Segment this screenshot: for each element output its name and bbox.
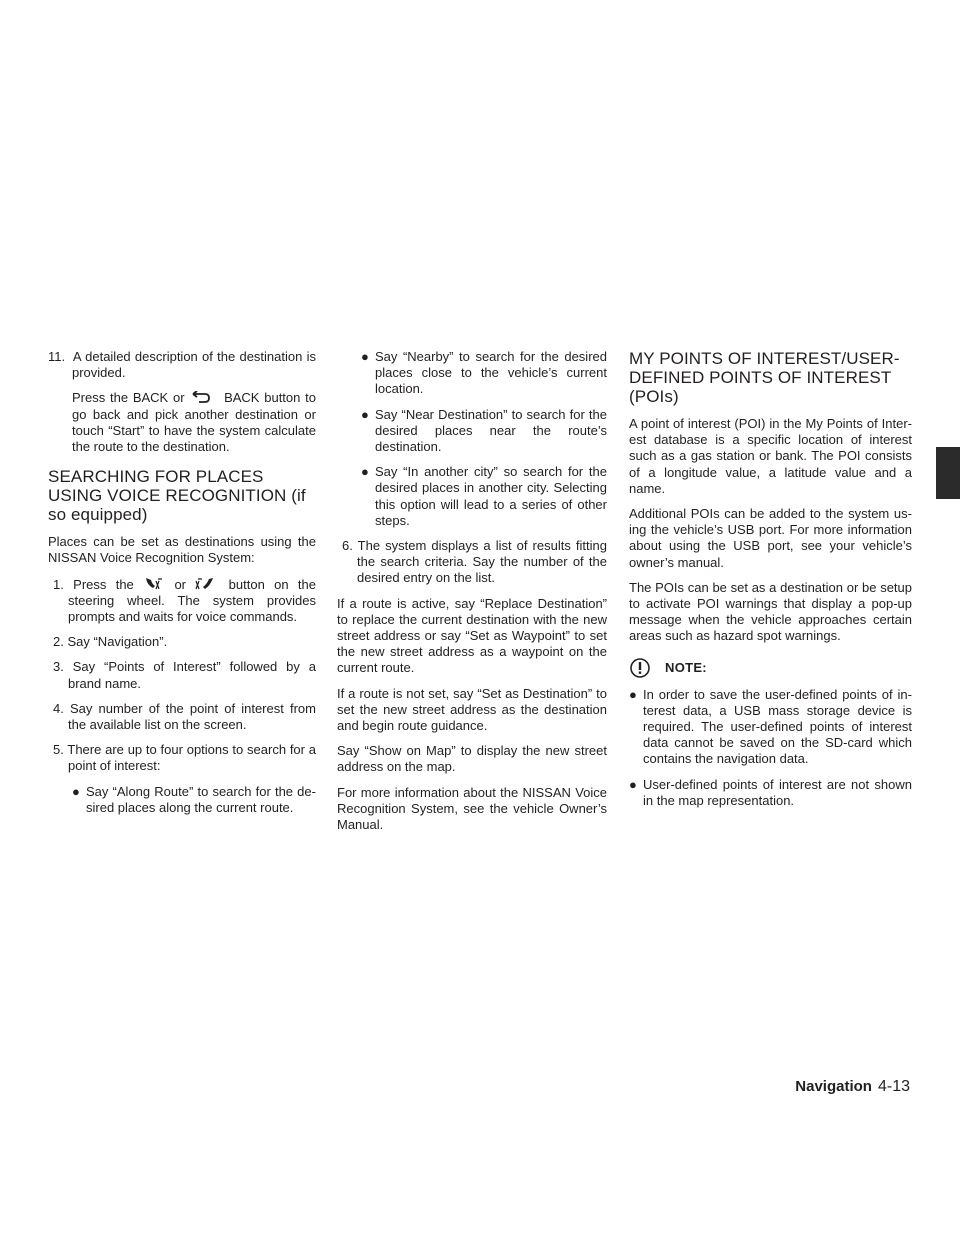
column-middle xyxy=(337,349,607,842)
step-2: 2. Say “Navigation”. xyxy=(53,634,168,650)
bullet-along-route: ● Say “Along Route” to search for the desired places along the current route. xyxy=(72,783,316,815)
paragraph-more-info: For more information about the NISSAN Voice Recognition System, see the vehicle Owner’s Manual. xyxy=(337,784,607,833)
paragraph-show-on-map: Say “Show on Map” to display the new street address on the map. xyxy=(337,743,607,775)
paragraph-poi-usb: Additional POIs can be added to the system using the vehicle’s USB port. For more information about using the USB port, see your vehicle’s owner’s manual. xyxy=(629,506,912,570)
paragraph-route-not-set: If a route is not set, say “Set as Destination” to set the new street address as the destination and begin route guidance. xyxy=(337,685,607,734)
note-bullet-map: ● User-defined points of interest are not shown in the map representation. xyxy=(629,776,912,808)
page-footer xyxy=(760,1078,910,1096)
step-3: 3. Say “Points of Interest” followed by a brand name. xyxy=(53,659,316,691)
talk-button-icon xyxy=(143,576,165,592)
step-11 xyxy=(48,349,316,381)
back-instructions: Press the BACK or BACK button to go back and pick another destination or touch “Start” to have the system calculate the route to the destination. xyxy=(72,390,316,455)
bullet-dot: ● xyxy=(629,776,637,792)
paragraph-poi-definition: A point of interest (POI) in the My Points of Interest database is a specific location of interest such as a gas station or bank. The POI consists of a longitude value, a latitude value and a name. xyxy=(629,416,912,496)
note-bullet-usb: ● In order to save the user-defined points of interest data, a USB mass storage device is required. The user-defined points of interest data cannot be saved on the SD-card which contains the navigation data. xyxy=(629,686,912,767)
step-11-text: A detailed description of the destination is provided. xyxy=(72,349,316,381)
step-4: 4. Say number of the point of interest from the available list on the screen. xyxy=(53,700,316,733)
bullet-dot: ● xyxy=(72,783,80,799)
footer-section: Navigation xyxy=(795,1078,872,1095)
back-arrow-icon xyxy=(189,391,219,405)
bullet-another-city: ● Say “In another city” so search for the desired places in another city. Selecting this option will lead to a series of other steps. xyxy=(361,464,607,528)
step-11-number: 11. xyxy=(48,349,66,364)
bullet-dot: ● xyxy=(361,349,369,364)
step-5: 5. There are up to four options to search for a point of interest: xyxy=(53,742,316,774)
caution-icon xyxy=(629,657,651,679)
column-right xyxy=(629,349,912,818)
bullet-nearby: ● Say “Nearby” to search for the desired places close to the vehicle’s current location. xyxy=(361,349,607,397)
intro-paragraph: Places can be set as destinations using the NISSAN Voice Recognition System: xyxy=(48,534,316,566)
section-heading-voice: SEARCHING FOR PLACES USING VOICE RECOGNITION (if so equipped) xyxy=(48,467,306,525)
phone-voice-icon xyxy=(195,576,219,592)
bullet-dot: ● xyxy=(361,406,369,422)
paragraph-poi-destination: The POIs can be set as a destination or be setup to activate POI warnings that display a pop-up message when the vehicle approaches certain areas such as hazard spot warnings. xyxy=(629,579,912,644)
column-left xyxy=(48,349,316,825)
bullet-near-destination: ● Say “Near Destination” to search for the desired places near the route’s destination. xyxy=(361,406,607,455)
page-number: 4-13 xyxy=(877,1078,910,1095)
note-header xyxy=(629,657,912,679)
paragraph-route-active: If a route is active, say “Replace Destination” to replace the current destination with the new street address or say “Set as Waypoint” to set the new street address as a waypoint on the current route. xyxy=(337,595,607,676)
step-6: 6. The system displays a list of results fitting the search criteria. Say the number of the desired entry on the list. xyxy=(342,538,607,586)
bullet-dot: ● xyxy=(361,464,369,480)
bullet-dot: ● xyxy=(629,686,637,702)
section-heading-poi: MY POINTS OF INTEREST/USER-DEFINED POINTS OF INTEREST (POIs) xyxy=(629,349,900,406)
note-label: NOTE: xyxy=(665,659,707,675)
chapter-tab xyxy=(936,447,960,499)
step-1: 1. Press the or button on the steering wheel. The system provides prompts and waits for voice commands. xyxy=(53,576,316,625)
